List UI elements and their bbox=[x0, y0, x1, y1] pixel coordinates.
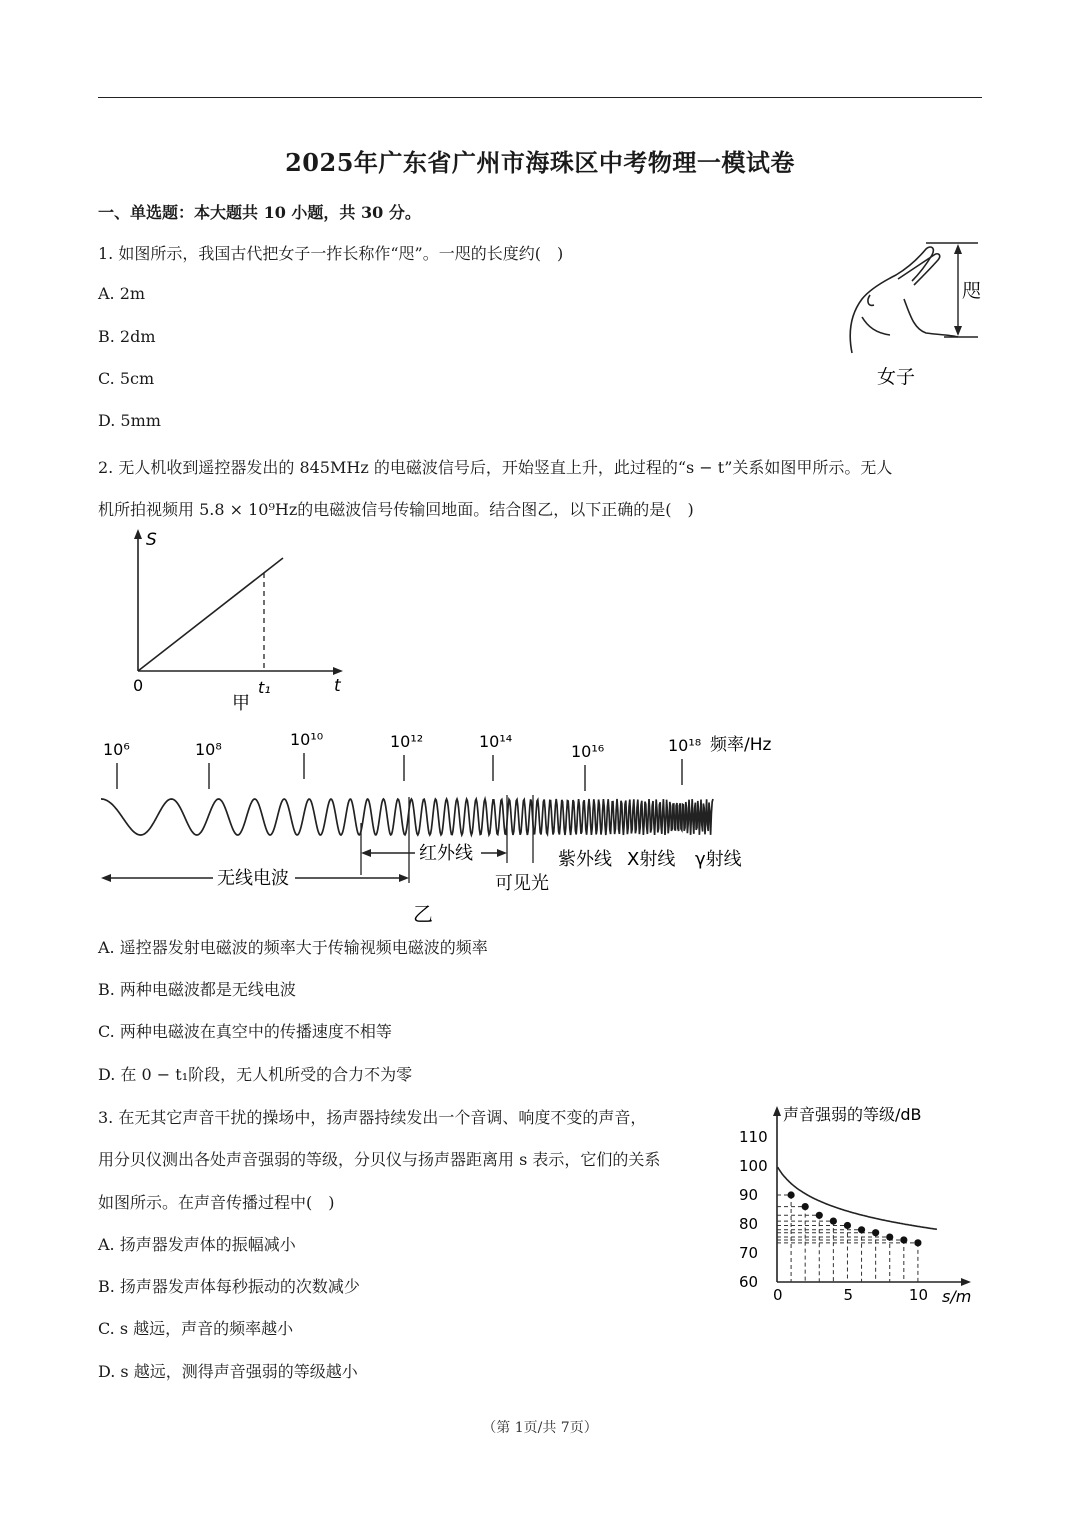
frequency-ticks bbox=[103, 730, 701, 791]
tick-label-0: 10⁶ bbox=[103, 740, 130, 759]
q3-stem-line3: 如图所示。在声音传播过程中( ) bbox=[98, 1193, 335, 1212]
db-ytick-70: 70 bbox=[739, 1244, 759, 1262]
st-line bbox=[138, 558, 283, 671]
t-axis-arrow bbox=[333, 667, 343, 675]
q3-stem-line2: 用分贝仪测出各处声音强弱的等级，分贝仪与扬声器距离用 s 表示，它们的关系 bbox=[98, 1150, 661, 1169]
band-visible-label: 可见光 bbox=[495, 873, 549, 894]
hand-drawing bbox=[850, 247, 958, 353]
db-ytick-80: 80 bbox=[739, 1215, 759, 1233]
db-point-3 bbox=[830, 1218, 837, 1225]
db-xtick-0: 0 bbox=[773, 1286, 783, 1304]
db-point-7 bbox=[886, 1233, 893, 1240]
q3-option-b: B. 扬声器发声体每秒振动的次数减少 bbox=[98, 1277, 360, 1296]
q1-hand-figure bbox=[840, 235, 990, 395]
db-point-8 bbox=[900, 1236, 907, 1243]
db-point-9 bbox=[914, 1239, 921, 1246]
caption-yi: 乙 bbox=[413, 902, 433, 926]
page-title: 2025年广东省广州市海珠区中考物理一模试卷 bbox=[285, 148, 795, 177]
db-x-label: s/m bbox=[942, 1287, 972, 1306]
db-point-0 bbox=[787, 1191, 794, 1198]
db-point-4 bbox=[844, 1222, 851, 1229]
figure-jia-st-graph bbox=[110, 525, 360, 720]
tick-label-6: 10¹⁸ bbox=[668, 736, 702, 755]
db-ytick-110: 110 bbox=[739, 1128, 768, 1146]
band-infrared-label: 红外线 bbox=[419, 843, 473, 864]
q1-option-d: D. 5mm bbox=[98, 411, 161, 430]
db-ytick-90: 90 bbox=[739, 1186, 759, 1204]
figure-yi-spectrum bbox=[95, 725, 805, 930]
band-gamma-label: γ射线 bbox=[695, 849, 742, 870]
band-radio-label: 无线电波 bbox=[217, 868, 289, 889]
s-axis-label: S bbox=[146, 530, 157, 550]
tick-label-3: 10¹² bbox=[390, 732, 424, 751]
q1-stem: 1. 如图所示，我国古代把女子一拃长称作“咫”。一咫的长度约( ) bbox=[98, 244, 564, 263]
s-axis-arrow bbox=[134, 529, 142, 539]
db-curve bbox=[778, 1167, 937, 1229]
band-ultraviolet-label: 紫外线 bbox=[558, 849, 612, 870]
tick-label-5: 10¹⁶ bbox=[571, 742, 605, 761]
frequency-unit-label: 频率/Hz bbox=[710, 735, 772, 755]
db-xtick-5: 5 bbox=[843, 1286, 854, 1304]
db-point-5 bbox=[858, 1226, 865, 1233]
db-xtick-10: 10 bbox=[908, 1286, 929, 1304]
origin-label: 0 bbox=[133, 676, 144, 695]
q2-option-d: D. 在 0 − t₁阶段，无人机所受的合力不为零 bbox=[98, 1065, 413, 1084]
section-heading: 一、单选题：本大题共 10 小题，共 30 分。 bbox=[98, 203, 421, 222]
q3-option-c: C. s 越远，声音的频率越小 bbox=[98, 1319, 294, 1338]
q2-option-a: A. 遥控器发射电磁波的频率大于传输视频电磁波的频率 bbox=[98, 938, 488, 957]
t-axis-label: t bbox=[334, 676, 341, 696]
q3-stem-line1: 3. 在无其它声音干扰的操场中，扬声器持续发出一个音调、响度不变的声音， bbox=[98, 1108, 647, 1127]
q3-option-a: A. 扬声器发声体的振幅减小 bbox=[98, 1235, 296, 1254]
q1-option-b: B. 2dm bbox=[98, 327, 156, 346]
tick-label-1: 10⁸ bbox=[195, 740, 222, 759]
q3-sound-level-chart bbox=[735, 1100, 990, 1310]
top-rule bbox=[98, 97, 982, 98]
t1-label: t₁ bbox=[258, 678, 271, 697]
db-point-2 bbox=[816, 1212, 823, 1219]
q1-option-a: A. 2m bbox=[98, 284, 146, 303]
db-y-axis-arrow bbox=[773, 1106, 781, 1116]
label-zhi: 咫 bbox=[962, 280, 982, 302]
db-x-axis-arrow bbox=[961, 1278, 971, 1286]
q2-option-c: C. 两种电磁波在真空中的传播速度不相等 bbox=[98, 1022, 392, 1041]
db-ytick-60: 60 bbox=[739, 1273, 759, 1291]
tick-label-2: 10¹⁰ bbox=[290, 730, 324, 749]
db-point-1 bbox=[802, 1203, 809, 1210]
spectrum-wave bbox=[101, 799, 713, 835]
label-nvzi: 女子 bbox=[877, 366, 916, 388]
q2-stem-line2: 机所拍视频用 5.8 × 10⁹Hz的电磁波信号传输回地面。结合图乙，以下正确的是( ) bbox=[98, 500, 694, 519]
tick-label-4: 10¹⁴ bbox=[479, 732, 513, 751]
db-ytick-100: 100 bbox=[739, 1157, 768, 1175]
page-footer: （第 1页/共 7页） bbox=[482, 1420, 598, 1436]
db-point-6 bbox=[872, 1229, 879, 1236]
q2-stem-line1: 2. 无人机收到遥控器发出的 845MHz 的电磁波信号后，开始竖直上升，此过程的“s − t”关系如图甲所示。无人 bbox=[98, 458, 893, 477]
band-xray-label: X射线 bbox=[627, 849, 676, 870]
db-chart-title: 声音强弱的等级/dB bbox=[783, 1105, 922, 1124]
caption-jia: 甲 bbox=[232, 693, 250, 714]
q1-option-c: C. 5cm bbox=[98, 369, 155, 388]
q2-option-b: B. 两种电磁波都是无线电波 bbox=[98, 980, 296, 999]
q3-option-d: D. s 越远，测得声音强弱的等级越小 bbox=[98, 1362, 358, 1381]
